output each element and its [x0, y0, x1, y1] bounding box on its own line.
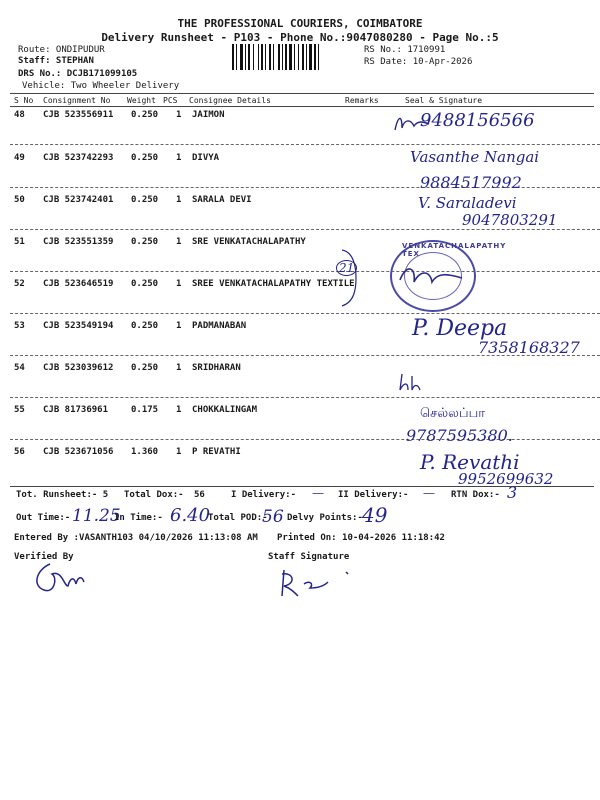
row-weight: 0.250 — [131, 237, 159, 247]
table-header-rule — [10, 106, 594, 107]
ii-delivery-value: — — [423, 486, 435, 500]
row-weight: 0.250 — [131, 195, 159, 205]
drs-number: DRS No.: DCJB171099105 — [18, 69, 138, 79]
barcode-bar — [261, 44, 263, 70]
barcode-bar — [245, 44, 246, 70]
row-consignee: SARALA DEVI — [192, 195, 252, 205]
row-divider — [10, 397, 600, 398]
delvy-points-value: 49 — [362, 503, 388, 527]
row-sno: 51 — [14, 237, 25, 247]
row-consignee: JAIMON — [192, 110, 225, 120]
row-pcs: 1 — [176, 363, 182, 373]
col-consignee: Consignee Details — [189, 96, 271, 105]
row-sno: 52 — [14, 279, 25, 289]
handwritten-phone-53: 7358168327 — [478, 338, 580, 357]
barcode-bar — [273, 44, 274, 70]
barcode-bar — [240, 44, 243, 70]
row-divider — [10, 313, 600, 314]
row-consignee: SREE VENKATACHALAPATHY TEXTILE — [192, 279, 355, 289]
barcode-bar — [265, 44, 266, 70]
barcode-bar — [285, 44, 287, 70]
rs-number: RS No.: 1710991 — [364, 45, 446, 55]
row-consignee: SRE VENKATACHALAPATHY — [192, 237, 306, 247]
in-time-label: In Time:- — [114, 513, 163, 523]
barcode-bar — [269, 44, 271, 70]
handwritten-mark-52: 21 — [336, 260, 357, 276]
staff-signature — [274, 566, 358, 602]
handwritten-name-55: செல்லப்பா — [420, 406, 486, 421]
barcode-bar — [282, 44, 283, 70]
row-consignment: CJB 523549194 — [43, 321, 114, 331]
staff-signature-label: Staff Signature — [268, 552, 350, 562]
route-label: Route: ONDIPUDUR — [18, 45, 105, 55]
col-seal: Seal & Signature — [405, 96, 483, 105]
row-sno: 49 — [14, 153, 25, 163]
row-divider — [10, 144, 600, 145]
company-title: THE PROFESSIONAL COURIERS, COIMBATORE — [177, 17, 423, 30]
barcode-bar — [258, 44, 259, 70]
rs-date: RS Date: 10-Apr-2026 — [364, 57, 473, 67]
barcode-bar — [314, 44, 316, 70]
row-weight: 1.360 — [131, 447, 159, 457]
handwritten-phone-48: 9488156566 — [420, 110, 535, 131]
row-sno: 48 — [14, 110, 25, 120]
barcode-bar — [289, 44, 292, 70]
company-stamp — [390, 240, 507, 312]
row-consignment: CJB 523671056 — [43, 447, 114, 457]
printed-on: Printed On: 10-04-2026 11:18:42 — [277, 533, 445, 543]
row-consignment: CJB 523742293 — [43, 153, 114, 163]
out-time-value: 11.25 — [72, 506, 121, 526]
handwritten-phone-49: 9884517992 — [420, 173, 522, 192]
row-weight: 0.175 — [131, 405, 159, 415]
stamp-text: VENKATACHALAPATHY TEX — [402, 242, 507, 258]
row-consignment: CJB 523039612 — [43, 363, 114, 373]
ii-delivery-label: II Delivery:- — [338, 490, 409, 500]
row-pcs: 1 — [176, 279, 182, 289]
row-pcs: 1 — [176, 321, 182, 331]
row-pcs: 1 — [176, 237, 182, 247]
row-consignment: CJB 81736961 — [43, 405, 109, 415]
row-divider — [10, 271, 600, 272]
handwritten-name-49: Vasanthe Nangai — [410, 148, 540, 166]
vehicle-label: Vehicle: Two Wheeler Delivery — [22, 81, 180, 91]
col-weight: Weight — [127, 96, 156, 105]
handwritten-name-56: P. Revathi — [420, 450, 520, 474]
handwritten-name-53: P. Deepa — [412, 316, 508, 341]
signature-mark-54 — [396, 372, 422, 394]
out-time-label: Out Time:- — [16, 513, 71, 523]
row-pcs: 1 — [176, 447, 182, 457]
in-time-value: 6.40 — [170, 505, 211, 526]
total-dox-label: Total Dox:- — [124, 490, 184, 500]
barcode-bar — [298, 44, 299, 70]
handwritten-phone-55: 9787595380. — [406, 426, 513, 445]
rtn-dox-value: 3 — [507, 483, 518, 502]
barcode-bar — [278, 44, 280, 70]
row-sno: 56 — [14, 447, 25, 457]
row-consignee: CHOKKALINGAM — [192, 405, 258, 415]
barcode-bar — [248, 44, 250, 70]
row-sno: 50 — [14, 195, 25, 205]
row-pcs: 1 — [176, 405, 182, 415]
row-weight: 0.250 — [131, 363, 159, 373]
entered-by: Entered By :VASANTH103 04/10/2026 11:13:08 AM — [14, 533, 258, 543]
row-pcs: 1 — [176, 153, 182, 163]
row-consignee: PADMANABAN — [192, 321, 247, 331]
row-consignee: DIVYA — [192, 153, 220, 163]
row-sno: 53 — [14, 321, 25, 331]
barcode-bar — [232, 44, 234, 70]
delvy-points-label: Delvy Points:- — [287, 513, 363, 523]
verified-signature — [28, 560, 88, 598]
col-remarks: Remarks — [345, 96, 379, 105]
row-pcs: 1 — [176, 110, 182, 120]
col-sno: S No — [14, 96, 34, 105]
total-runsheet: Tot. Runsheet:- 5 — [16, 490, 109, 500]
total-dox-value: 56 — [194, 490, 205, 500]
i-delivery-label: I Delivery:- — [231, 490, 297, 500]
barcode-bar — [236, 44, 237, 70]
barcode-bar — [294, 44, 295, 70]
total-pod-label: Total POD:- — [208, 513, 268, 523]
row-sno: 54 — [14, 363, 25, 373]
total-pod-value: 56 — [262, 507, 284, 527]
barcode-bar — [253, 44, 254, 70]
row-consignee: SRIDHARAN — [192, 363, 241, 373]
row-consignment: CJB 523742401 — [43, 195, 114, 205]
col-consignment: Consignment No — [43, 96, 111, 105]
col-pcs: PCS — [163, 96, 178, 105]
row-sno: 55 — [14, 405, 25, 415]
verified-by-label: Verified By — [14, 552, 74, 562]
stamp-signature — [396, 260, 466, 296]
handwritten-phone-50: 9047803291 — [462, 211, 558, 229]
row-divider — [10, 229, 600, 230]
barcode-bar — [302, 44, 304, 70]
row-weight: 0.250 — [131, 153, 159, 163]
runsheet-title: Delivery Runsheet - P103 - Phone No.:9047080280 - Page No.:5 — [101, 31, 499, 44]
barcode-bar — [318, 44, 319, 70]
handwritten-name-50: V. Saraladevi — [418, 194, 517, 212]
row-consignment: CJB 523646519 — [43, 279, 114, 289]
barcode-bar — [309, 44, 312, 70]
table-top-rule — [10, 93, 594, 94]
handwritten-phone-56: 9952699632 — [458, 470, 554, 488]
row-weight: 0.250 — [131, 279, 159, 289]
row-consignment: CJB 523551359 — [43, 237, 114, 247]
staff-label: Staff: STEPHAN — [18, 56, 94, 66]
rtn-dox-label: RTN Dox:- — [451, 490, 500, 500]
i-delivery-value: — — [312, 486, 324, 500]
row-weight: 0.250 — [131, 110, 159, 120]
row-consignment: CJB 523556911 — [43, 110, 114, 120]
barcode — [232, 44, 360, 70]
bracket-mark — [340, 248, 366, 308]
barcode-bar — [306, 44, 307, 70]
row-weight: 0.250 — [131, 321, 159, 331]
row-consignee: P REVATHI — [192, 447, 241, 457]
row-pcs: 1 — [176, 195, 182, 205]
